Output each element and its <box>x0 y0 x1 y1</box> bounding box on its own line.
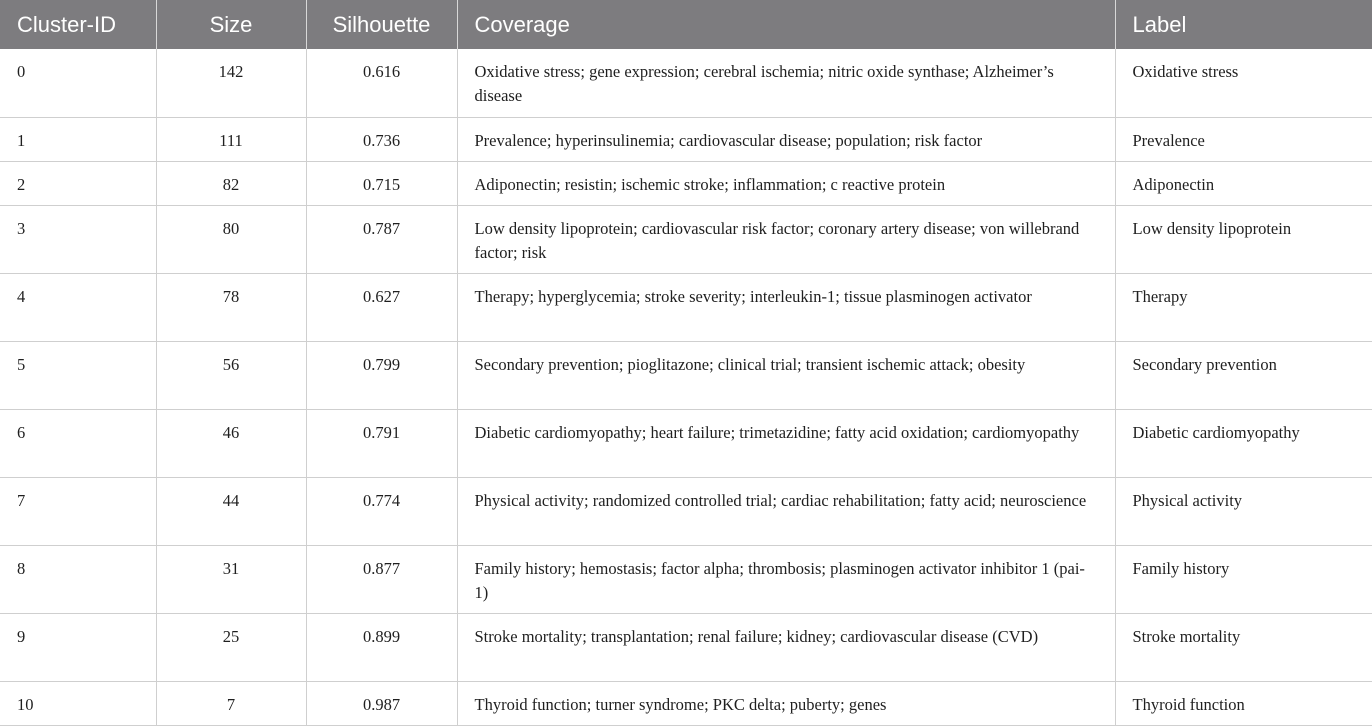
cell-size: 7 <box>156 681 306 725</box>
cell-silhouette: 0.715 <box>306 161 457 205</box>
cell-cluster-id: 7 <box>0 477 156 545</box>
table-row <box>0 161 1372 205</box>
table-body <box>0 49 1372 725</box>
cell-label: Stroke mortality <box>1115 613 1372 681</box>
cell-coverage: Therapy; hyperglycemia; stroke severity; interleukin-1; tissue plasminogen activator <box>457 273 1115 341</box>
cell-cluster-id: 8 <box>0 545 156 613</box>
cell-label: Family history <box>1115 545 1372 613</box>
cell-cluster-id: 10 <box>0 681 156 725</box>
cell-size: 46 <box>156 409 306 477</box>
cell-size: 142 <box>156 49 306 117</box>
table-row <box>0 341 1372 409</box>
table-row <box>0 273 1372 341</box>
table-row <box>0 477 1372 545</box>
cell-size: 82 <box>156 161 306 205</box>
cell-size: 44 <box>156 477 306 545</box>
cell-coverage: Low density lipoprotein; cardiovascular risk factor; coronary artery disease; von willebrand factor; risk <box>457 205 1115 273</box>
cell-silhouette: 0.899 <box>306 613 457 681</box>
cell-cluster-id: 2 <box>0 161 156 205</box>
header-row <box>0 0 1372 49</box>
cell-size: 78 <box>156 273 306 341</box>
cell-coverage: Thyroid function; turner syndrome; PKC delta; puberty; genes <box>457 681 1115 725</box>
cell-size: 31 <box>156 545 306 613</box>
table-row <box>0 117 1372 161</box>
cell-coverage: Secondary prevention; pioglitazone; clinical trial; transient ischemic attack; obesity <box>457 341 1115 409</box>
cell-cluster-id: 3 <box>0 205 156 273</box>
cell-label: Thyroid function <box>1115 681 1372 725</box>
table-row <box>0 681 1372 725</box>
cell-silhouette: 0.787 <box>306 205 457 273</box>
cell-coverage: Physical activity; randomized controlled trial; cardiac rehabilitation; fatty acid; neuroscience <box>457 477 1115 545</box>
header-cluster-id: Cluster-ID <box>0 0 156 49</box>
table-row <box>0 613 1372 681</box>
header-size: Size <box>156 0 306 49</box>
cell-label: Diabetic cardiomyopathy <box>1115 409 1372 477</box>
cell-size: 111 <box>156 117 306 161</box>
cell-size: 80 <box>156 205 306 273</box>
cell-label: Low density lipoprotein <box>1115 205 1372 273</box>
cell-silhouette: 0.627 <box>306 273 457 341</box>
cell-size: 56 <box>156 341 306 409</box>
cell-silhouette: 0.736 <box>306 117 457 161</box>
cell-label: Therapy <box>1115 273 1372 341</box>
cell-label: Prevalence <box>1115 117 1372 161</box>
cell-silhouette: 0.799 <box>306 341 457 409</box>
cell-size: 25 <box>156 613 306 681</box>
table-header <box>0 0 1372 49</box>
cell-cluster-id: 0 <box>0 49 156 117</box>
cell-coverage: Diabetic cardiomyopathy; heart failure; trimetazidine; fatty acid oxidation; cardiomyopathy <box>457 409 1115 477</box>
cell-silhouette: 0.774 <box>306 477 457 545</box>
cell-cluster-id: 4 <box>0 273 156 341</box>
cell-coverage: Stroke mortality; transplantation; renal failure; kidney; cardiovascular disease (CVD) <box>457 613 1115 681</box>
table-row <box>0 205 1372 273</box>
table-row <box>0 409 1372 477</box>
cell-label: Oxidative stress <box>1115 49 1372 117</box>
cell-coverage: Family history; hemostasis; factor alpha; thrombosis; plasminogen activator inhibitor 1 (pai-1) <box>457 545 1115 613</box>
cell-silhouette: 0.987 <box>306 681 457 725</box>
table-row <box>0 545 1372 613</box>
cell-cluster-id: 1 <box>0 117 156 161</box>
cell-silhouette: 0.616 <box>306 49 457 117</box>
cell-cluster-id: 6 <box>0 409 156 477</box>
cell-cluster-id: 5 <box>0 341 156 409</box>
table-row <box>0 49 1372 117</box>
header-coverage: Coverage <box>457 0 1115 49</box>
cell-silhouette: 0.791 <box>306 409 457 477</box>
cell-label: Physical activity <box>1115 477 1372 545</box>
header-silhouette: Silhouette <box>306 0 457 49</box>
cell-coverage: Adiponectin; resistin; ischemic stroke; inflammation; c reactive protein <box>457 161 1115 205</box>
cell-coverage: Prevalence; hyperinsulinemia; cardiovascular disease; population; risk factor <box>457 117 1115 161</box>
cell-coverage: Oxidative stress; gene expression; cerebral ischemia; nitric oxide synthase; Alzheimer’s disease <box>457 49 1115 117</box>
header-label: Label <box>1115 0 1372 49</box>
cell-cluster-id: 9 <box>0 613 156 681</box>
cell-label: Secondary prevention <box>1115 341 1372 409</box>
cell-silhouette: 0.877 <box>306 545 457 613</box>
cell-label: Adiponectin <box>1115 161 1372 205</box>
